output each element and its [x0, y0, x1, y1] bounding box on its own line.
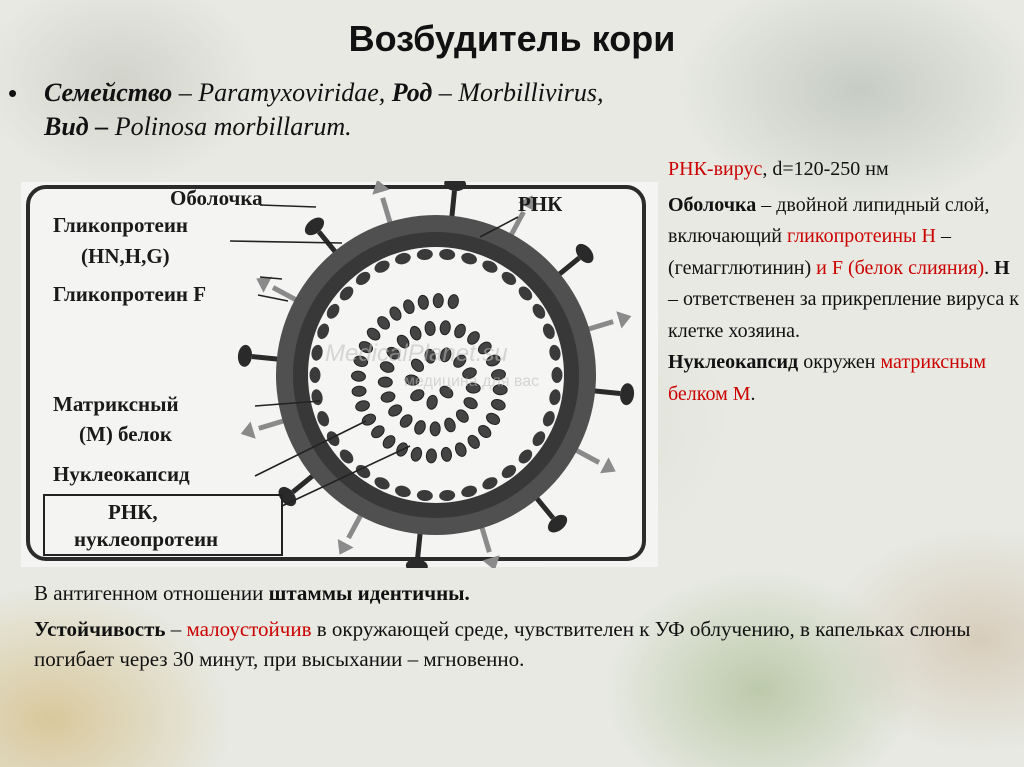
nucleoprotein-unit — [378, 377, 393, 388]
nucleocapsid-paragraph — [668, 347, 1020, 410]
taxonomy-block — [8, 76, 604, 144]
nucleocapsid-text: окружен — [798, 351, 881, 373]
nucleoprotein-unit — [433, 293, 443, 307]
nucleocapsid-end: . — [750, 382, 756, 405]
glycoprotein-h-term: гликопротеины H — [787, 225, 936, 247]
label-rna: РНК — [518, 192, 563, 216]
taxonomy-line-2 — [18, 110, 603, 144]
taxonomy-line-1 — [18, 76, 603, 110]
matrix-protein — [552, 367, 563, 383]
resistance-dash: – — [165, 617, 187, 641]
resistance-paragraph — [34, 614, 994, 674]
envelope-text-2: – (гемагглютинин) — [668, 225, 951, 279]
species-value: Polinosa morbillarum. — [114, 112, 352, 141]
virus-size: , d=120-250 нм — [762, 158, 889, 180]
label-rna-np-1: РНК, — [108, 500, 158, 524]
label-matrix-2: (M) белок — [79, 422, 172, 446]
bottom-text — [34, 578, 994, 680]
rna-virus-term: РНК-вирус — [668, 158, 763, 180]
nucleoprotein-unit — [426, 449, 437, 464]
label-glycoprotein-f: Гликопротеин F — [53, 282, 207, 306]
antigen-text: В антигенном отношении — [34, 581, 269, 605]
label-nucleocapsid: Нуклеокапсид — [53, 462, 190, 486]
h-term: H — [994, 256, 1010, 279]
nucleocapsid-term: Нуклеокапсид — [668, 351, 799, 373]
virus-type-line — [668, 154, 1020, 186]
matrix-protein — [310, 367, 321, 383]
genus-label: Род — [391, 78, 433, 107]
family-value: – Paramyxoviridae, — [172, 78, 392, 107]
species-label: Вид – — [44, 112, 115, 141]
low-resistance-term: малоустойчив — [186, 617, 312, 641]
label-glycoprotein-hn-sub: (HN,H,G) — [81, 244, 170, 268]
envelope-paragraph — [668, 190, 1020, 348]
envelope-term: Оболочка — [668, 193, 757, 216]
nucleoprotein-unit — [430, 422, 440, 436]
label-rna-np-2: нуклеопротеин — [74, 527, 219, 551]
label-matrix-1: Матриксный — [53, 392, 179, 416]
envelope-text: – двойной липидный слой, включающий — [668, 193, 990, 247]
fusion-protein-term: и F (белок слияния) — [816, 256, 985, 279]
envelope-text-4: – ответственен за прикрепление вируса к клетке хозяина. — [668, 288, 1019, 342]
matrix-protein-term: матриксным белком М — [668, 351, 986, 405]
label-glycoprotein-hn: Гликопротеин — [53, 213, 189, 237]
family-label: Семейство — [44, 78, 173, 107]
envelope-text-3: . — [984, 256, 995, 279]
genus-value: – Morbillivirus, — [432, 78, 604, 107]
virus-diagram — [20, 181, 659, 568]
resistance-text: в окружающей среде, чувствителен к УФ облучению, в капельках слюны погибает через 30 минут, при высыхании – мгновенно. — [34, 617, 971, 671]
slide-title: Возбудитель кори — [348, 18, 676, 59]
watermark-1: MedicalPlanet.su — [325, 340, 508, 367]
label-envelope: Оболочка — [170, 186, 263, 210]
antigen-paragraph — [34, 578, 994, 608]
description-panel — [668, 154, 1020, 410]
antigen-bold: штаммы идентичны. — [268, 581, 470, 605]
bullet: • — [8, 78, 18, 108]
resistance-term: Устойчивость — [34, 617, 166, 641]
watermark-2: медицина для вас — [404, 373, 540, 390]
